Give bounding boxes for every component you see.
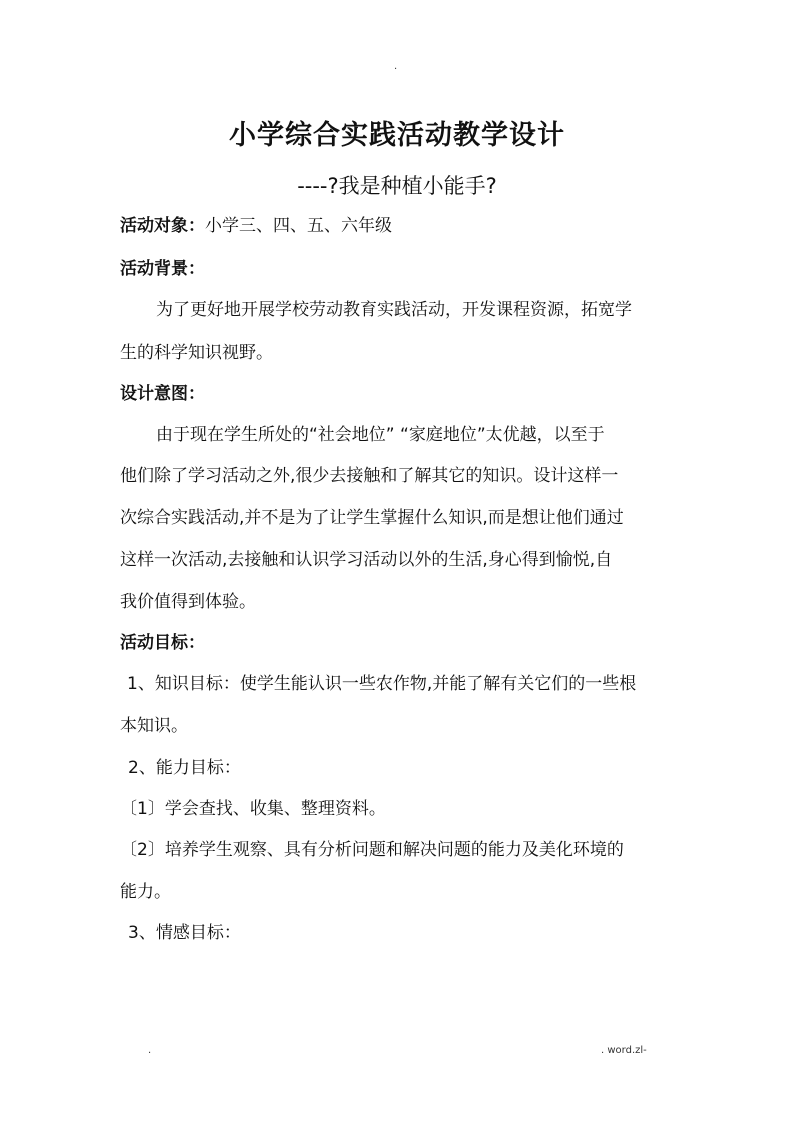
- intent-line-1: 由于现在学生所处的“社会地位” “家庭地位”太优越，以至于: [156, 425, 605, 445]
- background-line-2: 生的科学知识视野。: [120, 343, 273, 363]
- target-line: [120, 211, 680, 236]
- knowledge-goal-line-2: 本知识。: [120, 716, 188, 736]
- ability-item-1: 〔1〕学会查找、收集、整理资料。: [120, 799, 386, 819]
- target-value: 小学三、四、五、六年级: [205, 216, 392, 236]
- ability-item-2: 〔2〕培养学生观察、具有分析问题和解决问题的能力及美化环境的: [120, 840, 624, 860]
- intent-line-3: 次综合实践活动,并不是为了让学生掌握什么知识,而是想让他们通过: [120, 508, 624, 528]
- intent-line-2: 他们除了学习活动之外,很少去接触和了解其它的知识。设计这样一: [120, 466, 619, 486]
- target-label: 活动对象：: [120, 216, 205, 236]
- knowledge-goal-line-1: 1、知识目标：使学生能认识一些农作物,并能了解有关它们的一些根: [127, 674, 637, 694]
- intent-label: 设计意图：: [120, 384, 205, 404]
- page-title: 小学综合实践活动教学设计: [229, 120, 565, 151]
- header-mark: ·: [394, 64, 398, 75]
- background-label: 活动背景：: [120, 259, 205, 279]
- background-line-1: 为了更好地开展学校劳动教育实践活动，开发课程资源，拓宽学: [156, 300, 632, 320]
- intent-line-4: 这样一次活动,去接触和认识学习活动以外的生活,身心得到愉悦,自: [120, 550, 613, 570]
- ability-goal-heading: 2、能力目标：: [128, 758, 241, 778]
- emotion-goal-heading: 3、情感目标：: [128, 923, 241, 943]
- footer-left-mark: .: [148, 1045, 152, 1056]
- page-subtitle: ----?我是种植小能手?: [297, 174, 497, 198]
- footer-right-mark: . word.zl-: [601, 1045, 647, 1056]
- intent-line-5: 我价值得到体验。: [120, 592, 256, 612]
- goals-label: 活动目标：: [120, 633, 205, 653]
- ability-item-2-cont: 能力。: [120, 882, 171, 902]
